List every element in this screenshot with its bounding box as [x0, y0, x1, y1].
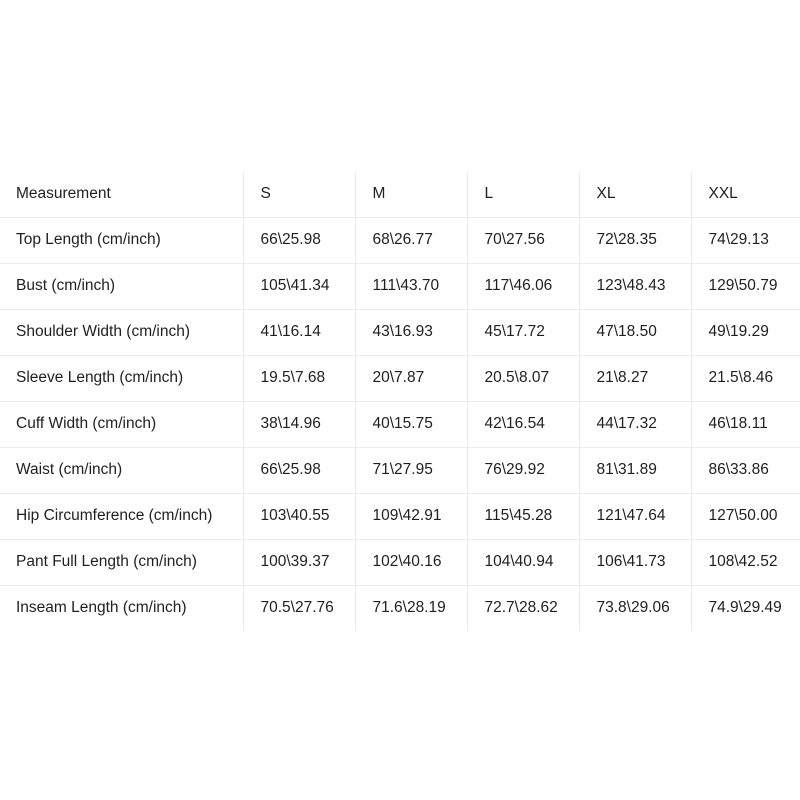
table-row	[0, 263, 800, 309]
value-cell-s: 19.5\7.68	[243, 355, 355, 401]
value-cell-xxl: 129\50.79	[691, 263, 800, 309]
header-cell-xxl: XXL	[691, 171, 800, 217]
header-cell-m: M	[355, 171, 467, 217]
value-cell-xxl: 86\33.86	[691, 447, 800, 493]
table-row	[0, 539, 800, 585]
value-cell-m: 109\42.91	[355, 493, 467, 539]
value-cell-xl: 47\18.50	[579, 309, 691, 355]
row-label-cell: Sleeve Length (cm/inch)	[0, 355, 243, 401]
table-row	[0, 309, 800, 355]
header-row	[0, 171, 800, 217]
value-cell-l: 70\27.56	[467, 217, 579, 263]
value-cell-xxl: 127\50.00	[691, 493, 800, 539]
value-cell-m: 68\26.77	[355, 217, 467, 263]
row-label-cell: Bust (cm/inch)	[0, 263, 243, 309]
header-cell-measurement: Measurement	[0, 171, 243, 217]
value-cell-xl: 121\47.64	[579, 493, 691, 539]
value-cell-xl: 106\41.73	[579, 539, 691, 585]
value-cell-xxl: 21.5\8.46	[691, 355, 800, 401]
size-chart-table	[0, 171, 800, 631]
table-header	[0, 171, 800, 217]
value-cell-m: 71.6\28.19	[355, 585, 467, 631]
value-cell-s: 70.5\27.76	[243, 585, 355, 631]
table-row	[0, 493, 800, 539]
value-cell-xxl: 46\18.11	[691, 401, 800, 447]
value-cell-l: 115\45.28	[467, 493, 579, 539]
value-cell-m: 20\7.87	[355, 355, 467, 401]
value-cell-l: 20.5\8.07	[467, 355, 579, 401]
value-cell-l: 76\29.92	[467, 447, 579, 493]
value-cell-m: 71\27.95	[355, 447, 467, 493]
row-label-cell: Pant Full Length (cm/inch)	[0, 539, 243, 585]
value-cell-xl: 44\17.32	[579, 401, 691, 447]
value-cell-s: 41\16.14	[243, 309, 355, 355]
table-body	[0, 217, 800, 631]
value-cell-xxl: 108\42.52	[691, 539, 800, 585]
table-row	[0, 355, 800, 401]
table-row	[0, 585, 800, 631]
value-cell-s: 66\25.98	[243, 447, 355, 493]
value-cell-xl: 123\48.43	[579, 263, 691, 309]
value-cell-s: 66\25.98	[243, 217, 355, 263]
value-cell-m: 40\15.75	[355, 401, 467, 447]
value-cell-m: 111\43.70	[355, 263, 467, 309]
row-label-cell: Hip Circumference (cm/inch)	[0, 493, 243, 539]
value-cell-s: 100\39.37	[243, 539, 355, 585]
value-cell-l: 117\46.06	[467, 263, 579, 309]
value-cell-xxl: 74\29.13	[691, 217, 800, 263]
value-cell-l: 45\17.72	[467, 309, 579, 355]
header-cell-l: L	[467, 171, 579, 217]
value-cell-m: 102\40.16	[355, 539, 467, 585]
value-cell-xl: 73.8\29.06	[579, 585, 691, 631]
value-cell-s: 103\40.55	[243, 493, 355, 539]
value-cell-xl: 21\8.27	[579, 355, 691, 401]
value-cell-l: 72.7\28.62	[467, 585, 579, 631]
row-label-cell: Cuff Width (cm/inch)	[0, 401, 243, 447]
value-cell-xxl: 74.9\29.49	[691, 585, 800, 631]
table-row	[0, 401, 800, 447]
value-cell-l: 42\16.54	[467, 401, 579, 447]
value-cell-xl: 72\28.35	[579, 217, 691, 263]
value-cell-xxl: 49\19.29	[691, 309, 800, 355]
value-cell-s: 105\41.34	[243, 263, 355, 309]
row-label-cell: Top Length (cm/inch)	[0, 217, 243, 263]
value-cell-m: 43\16.93	[355, 309, 467, 355]
header-cell-xl: XL	[579, 171, 691, 217]
table-row	[0, 217, 800, 263]
row-label-cell: Inseam Length (cm/inch)	[16, 599, 187, 617]
row-label-cell: Shoulder Width (cm/inch)	[0, 309, 243, 355]
row-label-cell: Waist (cm/inch)	[0, 447, 243, 493]
value-cell-l: 104\40.94	[467, 539, 579, 585]
value-cell-xl: 81\31.89	[579, 447, 691, 493]
value-cell-s: 38\14.96	[243, 401, 355, 447]
table-row	[0, 447, 800, 493]
header-cell-s: S	[243, 171, 355, 217]
